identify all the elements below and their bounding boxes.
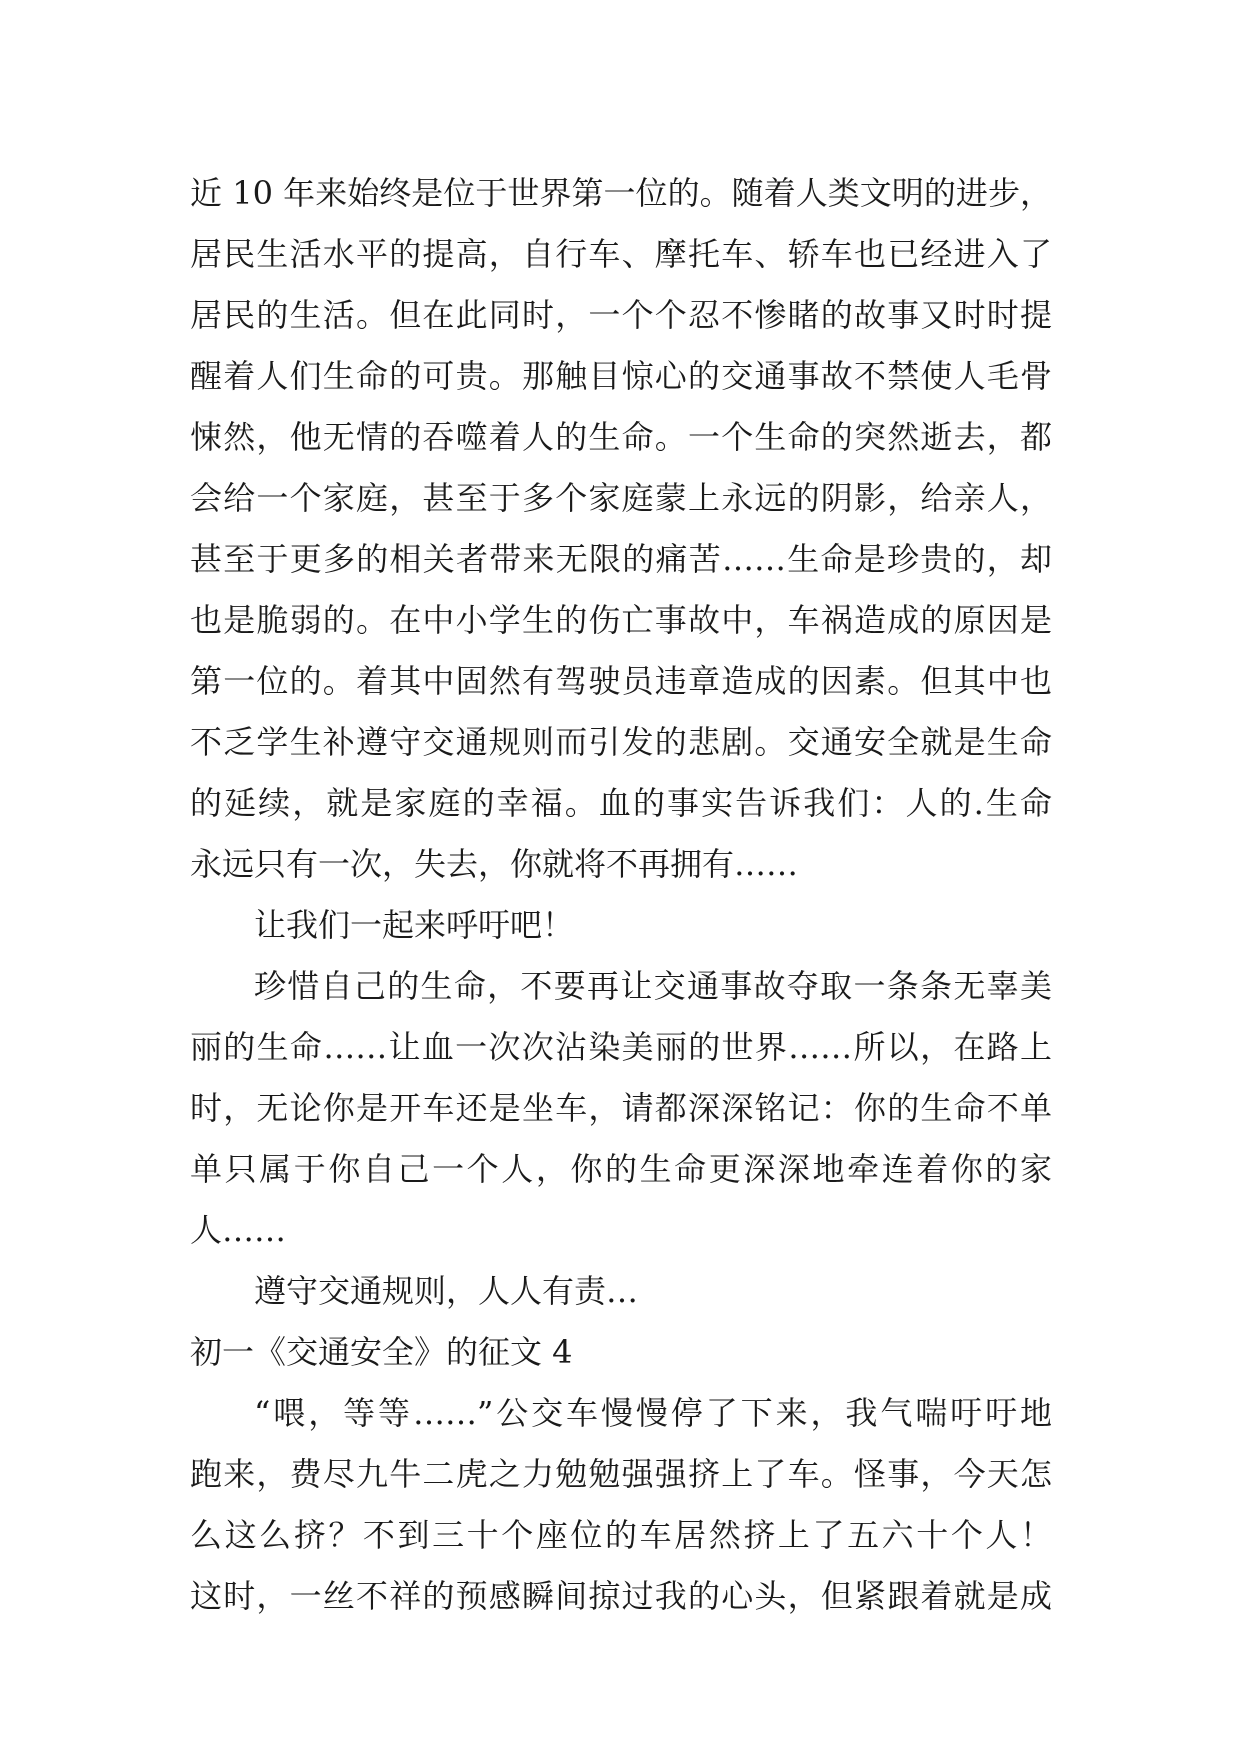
text-line: 的延续，就是家庭的幸福。血的事实告诉我们：人的.生命: [190, 784, 1052, 822]
text-line: 遵守交通规则，人人有责…: [254, 1272, 639, 1310]
text-line: 悚然，他无情的吞噬着人的生命。一个生命的突然逝去，都: [190, 418, 1052, 456]
text-line: 居民生活水平的提高，自行车、摩托车、轿车也已经进入了: [190, 235, 1052, 273]
text-line: 人……: [190, 1211, 287, 1249]
text-line: 居民的生活。但在此同时，一个个忍不惨睹的故事又时时提: [190, 296, 1052, 334]
text-line: 也是脆弱的。在中小学生的伤亡事故中，车祸造成的原因是: [190, 601, 1052, 639]
text-line: 醒着人们生命的可贵。那触目惊心的交通事故不禁使人毛骨: [190, 357, 1052, 395]
text-line: 近 10 年来始终是位于世界第一位的。随着人类文明的进步，: [190, 174, 1052, 212]
text-line: 么这么挤？不到三十个座位的车居然挤上了五六十个人！: [190, 1516, 1052, 1554]
text-line: 甚至于更多的相关者带来无限的痛苦……生命是珍贵的，却: [190, 540, 1052, 578]
text-line: 不乏学生补遵守交通规则而引发的悲剧。交通安全就是生命: [190, 723, 1052, 761]
text-line: 跑来，费尽九牛二虎之力勉勉强强挤上了车。怪事，今天怎: [190, 1455, 1052, 1493]
text-line: 永远只有一次，失去，你就将不再拥有……: [190, 845, 799, 883]
text-line: 第一位的。着其中固然有驾驶员违章造成的因素。但其中也: [190, 662, 1052, 700]
text-line: 这时，一丝不祥的预感瞬间掠过我的心头，但紧跟着就是成: [190, 1577, 1052, 1615]
section-heading: 初一《交通安全》的征文 4: [190, 1333, 573, 1371]
text-line: 丽的生命……让血一次次沾染美丽的世界……所以，在路上: [190, 1028, 1052, 1066]
text-line: “喂，等等……”公交车慢慢停了下来，我气喘吁吁地: [254, 1394, 1052, 1432]
text-line: 让我们一起来呼吁吧！: [254, 906, 575, 944]
text-line: 珍惜自己的生命，不要再让交通事故夺取一条条无辜美: [254, 967, 1052, 1005]
text-line: 时，无论你是开车还是坐车，请都深深铭记：你的生命不单: [190, 1089, 1052, 1127]
document-body: [190, 163, 1052, 1627]
text-line: 会给一个家庭，甚至于多个家庭蒙上永远的阴影，给亲人，: [190, 479, 1052, 517]
text-line: 单只属于你自己一个人，你的生命更深深地牵连着你的家: [190, 1150, 1052, 1188]
